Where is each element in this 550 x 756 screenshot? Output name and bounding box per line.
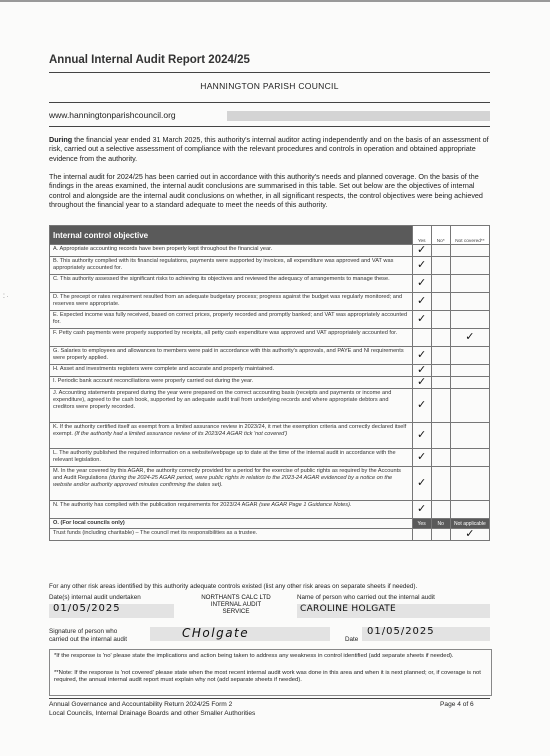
- objective-description: H. Asset and investments registers were complete and accurate and properly maintained.: [53, 366, 275, 372]
- row-o-header: [50, 519, 490, 529]
- note-not-covered: **Note: If the response is 'not covered' please state when the most recent internal audit work was done in this area and when it is next planned; or, if coverage is not required, the annual internal audit report must explain why not (add separate sheets if needed).: [54, 670, 481, 684]
- yes-checkbox: [412, 257, 431, 275]
- notes-box: [49, 649, 492, 696]
- stamp-line-1: NORTHANTS CALC LTD: [201, 594, 271, 601]
- objective-text: [50, 501, 413, 519]
- yes-checkbox: [412, 311, 431, 329]
- objective-note: (during the 2024-25 AGAR period, were public rights in relation to the 2023-24 AGAR evidenced by a notice on the website and/or authority approved minutes confirming the dates set).: [53, 475, 393, 488]
- objective-description: A. Appropriate accounting records have been properly kept throughout the financial year.: [53, 246, 273, 252]
- tick-mark: ✓: [417, 277, 427, 289]
- objective-text: [50, 275, 413, 293]
- control-objective-row: [50, 365, 490, 377]
- o-no-checkbox: [431, 529, 450, 541]
- no-checkbox: [431, 311, 450, 329]
- not-covered-checkbox: [450, 257, 489, 275]
- tick-mark: ✓: [417, 399, 427, 411]
- control-objective-row: [50, 347, 490, 365]
- yes-checkbox: [412, 347, 431, 365]
- date2-label: Date: [345, 636, 359, 643]
- no-checkbox: [431, 293, 450, 311]
- yes-checkbox: [412, 365, 431, 377]
- objective-description: I. Periodic bank account reconciliations were properly carried out during the year.: [53, 378, 254, 384]
- footer-authority-type: Local Councils, Internal Drainage Boards and other Smaller Authorities: [49, 710, 256, 717]
- no-checkbox: [431, 275, 450, 293]
- yes-checkbox: [412, 329, 431, 347]
- objective-description: E. Expected income was fully received, based on correct prices, properly recorded and promptly banked; and VAT was appropriately accounted for.: [53, 312, 408, 325]
- scan-edge: [0, 0, 550, 2]
- no-checkbox: [431, 449, 450, 467]
- objective-text: [50, 467, 413, 501]
- tick-mark: ✓: [417, 429, 427, 441]
- objective-text: [50, 423, 413, 449]
- yes-checkbox: [412, 467, 431, 501]
- date2-value: 01/05/2025: [367, 626, 435, 637]
- redacted-bar: [227, 111, 490, 121]
- objective-description: M. In the year covered by this AGAR, the authority correctly provided for a period for the exercise of public rights as required by the Accounts and Audit Regulations: [53, 468, 401, 481]
- no-checkbox: [431, 423, 450, 449]
- intro-text: the financial year ended 31 March 2025, this authority's internal auditor acting independently and on the basis of an assessment of risk, carried out a selective assessment of compliance with the relevant procedures and controls in operation and obtained appropriate evidence from the authority.: [49, 135, 489, 163]
- not-covered-checkbox: [450, 329, 489, 347]
- tick-mark: ✓: [417, 376, 427, 388]
- objective-text: [50, 365, 413, 377]
- objective-text: [50, 311, 413, 329]
- objective-text: [50, 329, 413, 347]
- tick-mark: ✓: [417, 244, 427, 256]
- signature-label-1: Signature of person who: [49, 628, 118, 635]
- not-covered-checkbox: [450, 311, 489, 329]
- yes-checkbox: [412, 501, 431, 519]
- objective-text: [50, 293, 413, 311]
- report-title: Annual Internal Audit Report 2024/25: [49, 54, 250, 66]
- tick-mark: ✓: [417, 451, 427, 463]
- no-checkbox: [431, 347, 450, 365]
- not-covered-checkbox: [450, 423, 489, 449]
- council-name: HANNINGTON PARISH COUNCIL: [200, 81, 339, 91]
- o-not-applicable-header: Not applicable: [450, 519, 489, 529]
- yes-checkbox: [412, 275, 431, 293]
- divider: [49, 126, 490, 127]
- not-covered-checkbox: [450, 449, 489, 467]
- name-value: CAROLINE HOLGATE: [300, 604, 397, 614]
- objective-header: Internal control objective: [50, 226, 413, 245]
- website-row: [49, 110, 490, 123]
- tick-mark: ✓: [417, 295, 427, 307]
- not-covered-checkbox: [450, 293, 489, 311]
- control-objective-row: [50, 501, 490, 519]
- no-checkbox: [431, 377, 450, 389]
- control-objective-row: [50, 311, 490, 329]
- not-covered-checkbox: [450, 377, 489, 389]
- intro-paragraph-2: The internal audit for 2024/25 has been carried out in accordance with this authority's needs and planned coverage. On the basis of the findings in the areas examined, the internal audit conclusions are summarised in this table. Set out below are the objectives of internal control and alongside are the internal audit conclusions on whether, in all significant respects, the control objectives were being achieved throughout the financial year to a standard adequate to meet the needs of this authority.: [49, 172, 483, 210]
- tick-mark: ✓: [417, 313, 427, 325]
- control-objective-row: [50, 467, 490, 501]
- intro-paragraph-1: [49, 135, 490, 169]
- name-label: Name of person who carried out the internal audit: [297, 594, 435, 601]
- table-header-row: [50, 226, 490, 245]
- control-objective-row: [50, 293, 490, 311]
- yes-checkbox: [412, 377, 431, 389]
- control-objective-row: [50, 389, 490, 423]
- tick-mark: ✓: [465, 331, 475, 343]
- yes-checkbox: [412, 449, 431, 467]
- no-checkbox: [431, 245, 450, 257]
- objective-text: [50, 389, 413, 423]
- tick-mark: ✓: [465, 528, 475, 540]
- objective-description: L. The authority published the required information on a website/webpage up to date at the time of the internal audit in accordance with the relevant legislation.: [53, 450, 396, 463]
- company-stamp: [180, 594, 292, 615]
- objective-text: [50, 347, 413, 365]
- not-covered-checkbox: [450, 365, 489, 377]
- signature: CHolgate: [182, 626, 250, 640]
- objective-description: N. The authority has complied with the publication requirements for 2023/24 AGAR: [53, 502, 258, 508]
- no-header: No*: [431, 226, 450, 245]
- yes-checkbox: [412, 293, 431, 311]
- objective-note: (see AGAR Page 1 Guidance Notes).: [259, 502, 352, 508]
- intro-lead-word: During: [49, 135, 73, 144]
- row-o: [50, 529, 490, 541]
- not-covered-header: Not covered**: [450, 226, 489, 245]
- control-objective-row: [50, 245, 490, 257]
- objective-description: D. The precept or rates requirement resulted from an adequate budgetary process; progress against the budget was regularly monitored; and reserves were appropriate.: [53, 294, 403, 307]
- stamp-line-2: INTERNAL AUDIT: [210, 601, 262, 608]
- control-objective-row: [50, 257, 490, 275]
- website-url: www.hanningtonparishcouncil.org: [49, 110, 176, 120]
- control-objective-row: [50, 275, 490, 293]
- control-objective-row: [50, 377, 490, 389]
- page-number: Page 4 of 6: [440, 701, 474, 708]
- objective-description: G. Salaries to employees and allowances to members were paid in accordance with this authority's approvals, and PAYE and NI requirements were properly applied.: [53, 348, 404, 361]
- not-covered-checkbox: [450, 467, 489, 501]
- yes-checkbox: [412, 423, 431, 449]
- margin-mark: ⁚ ·: [3, 294, 9, 300]
- objective-description: J. Accounting statements prepared during the year were prepared on the correct accounting basis (receipts and payments or income and expenditure), agreed to the cash book, supported by an adequate audit trail from underlying records and where appropriate debtors and creditors were properly recorded.: [53, 390, 392, 410]
- tick-mark: ✓: [417, 477, 427, 489]
- not-covered-checkbox: [450, 501, 489, 519]
- no-checkbox: [431, 257, 450, 275]
- objective-text: [50, 257, 413, 275]
- not-covered-checkbox: [450, 347, 489, 365]
- not-covered-checkbox: [450, 245, 489, 257]
- no-checkbox: [431, 329, 450, 347]
- other-risk-text: For any other risk areas identified by this authority adequate controls existed (list any other risk areas on separate sheets if needed).: [49, 583, 418, 590]
- footer-form-name: Annual Governance and Accountability Return 2024/25 Form 2: [49, 701, 233, 708]
- o-not-applicable-checkbox: [450, 529, 489, 541]
- row-o-text: Trust funds (including charitable) – The council met its responsibilities as a trustee.: [50, 529, 413, 541]
- footer-divider: [49, 698, 490, 699]
- o-yes-header: Yes: [412, 519, 431, 529]
- control-objective-row: [50, 329, 490, 347]
- o-yes-checkbox: [412, 529, 431, 541]
- yes-header: Yes: [412, 226, 431, 245]
- date-label: Date(s) internal audit undertaken: [49, 594, 141, 601]
- objective-description: F. Petty cash payments were properly supported by receipts, all petty cash expenditure was approved and VAT appropriately accounted for.: [53, 330, 398, 336]
- tick-mark: ✓: [417, 259, 427, 271]
- not-covered-checkbox: [450, 275, 489, 293]
- objective-description: C. This authority assessed the significant risks to achieving its objectives and reviewed the adequacy of arrangements to manage these.: [53, 276, 390, 282]
- tick-mark: ✓: [417, 364, 427, 376]
- no-checkbox: [431, 365, 450, 377]
- yes-checkbox: [412, 245, 431, 257]
- o-no-header: No: [431, 519, 450, 529]
- no-checkbox: [431, 467, 450, 501]
- row-o-title: O. (For local councils only): [50, 519, 413, 529]
- tick-mark: ✓: [417, 503, 427, 515]
- no-checkbox: [431, 389, 450, 423]
- objective-text: [50, 449, 413, 467]
- objective-note: (If the authority had a limited assurance review of its 2023/24 AGAR tick 'not covered'): [74, 431, 288, 437]
- objective-description: B. This authority complied with its financial regulations, payments were supported by invoices, all expenditure was approved and VAT was appropriately accounted for.: [53, 258, 394, 271]
- date-value: 01/05/2025: [53, 603, 121, 614]
- objective-text: [50, 377, 413, 389]
- objective-text: [50, 245, 413, 257]
- note-no: *If the response is 'no' please state the implications and action being taken to address any weakness in control identified (add separate sheets if needed).: [54, 653, 454, 659]
- no-checkbox: [431, 501, 450, 519]
- control-objective-row: [50, 423, 490, 449]
- internal-control-table: [49, 225, 490, 541]
- tick-mark: ✓: [417, 349, 427, 361]
- divider: [49, 72, 490, 73]
- stamp-line-3: SERVICE: [222, 608, 250, 615]
- divider: [49, 102, 490, 103]
- objective-description: K. If the authority certified itself as exempt from a limited assurance review in 2023/24, it met the exemption criteria and correctly declared itself exempt.: [53, 424, 407, 437]
- yes-checkbox: [412, 389, 431, 423]
- not-covered-checkbox: [450, 389, 489, 423]
- signature-label-2: carried out the internal audit: [49, 636, 128, 643]
- control-objective-row: [50, 449, 490, 467]
